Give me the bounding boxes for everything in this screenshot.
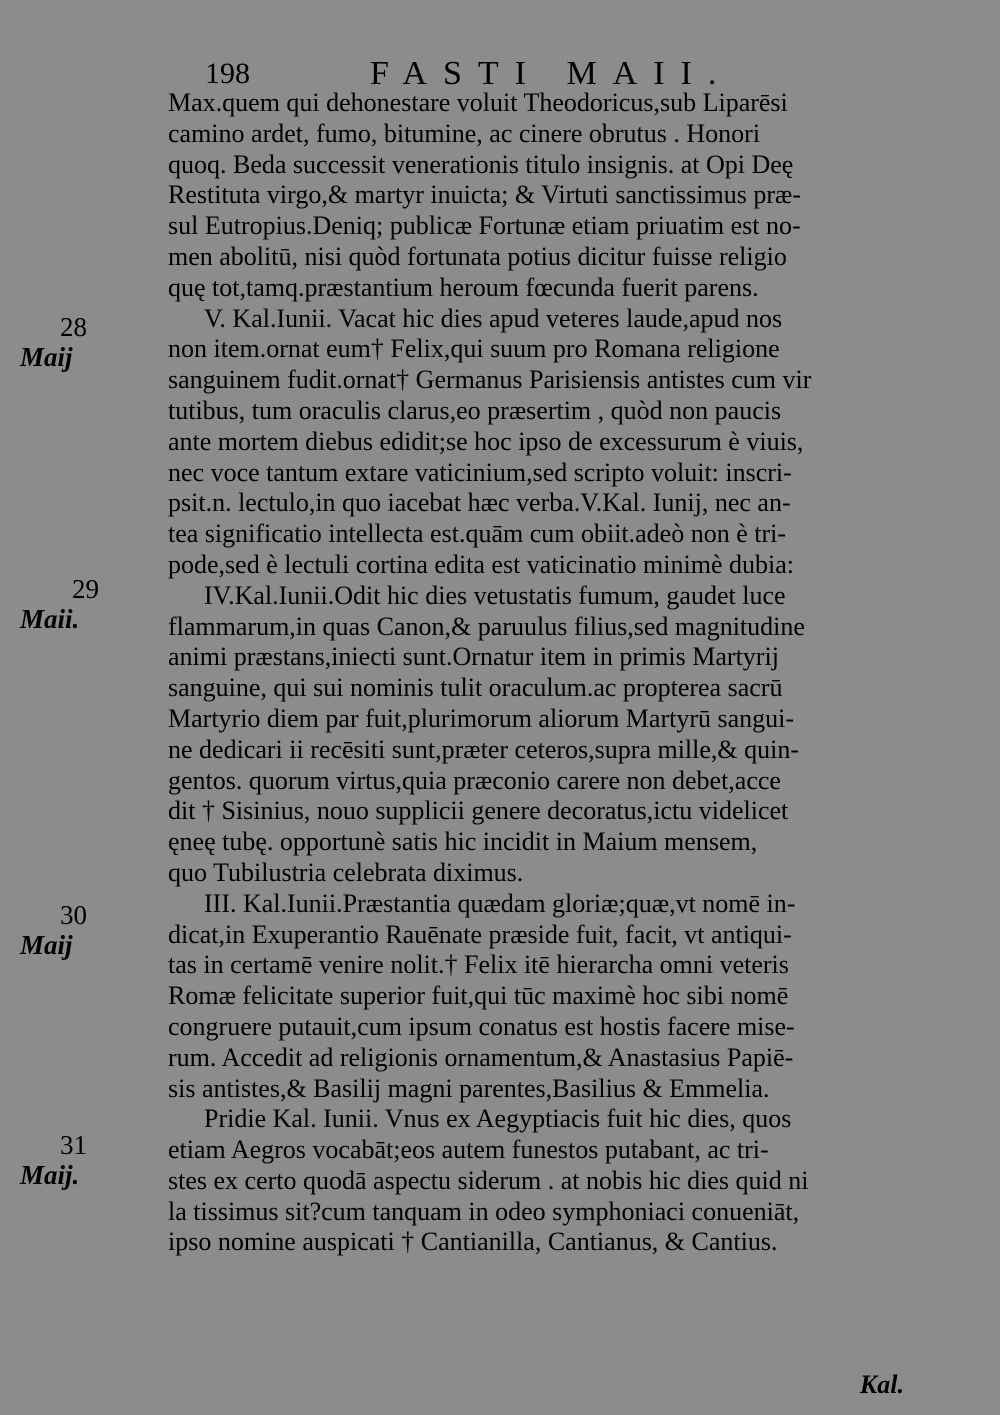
text-line: dit † Sisinius, nouo supplicii genere decoratus,ictu videlicet	[168, 796, 789, 826]
text-line: quo Tubilustria celebrata diximus.	[168, 857, 524, 887]
text-line: Martyrio diem par fuit,plurimorum aliorum Martyrū sangui-	[168, 703, 795, 733]
margin-note-day: 31	[60, 1130, 87, 1160]
margin-note-31	[20, 1130, 140, 1190]
text-line: Max.quem qui dehonestare voluit Theodoricus,sub Liparēsi	[168, 88, 788, 117]
text-line: III. Kal.Iunii.Præstantia quædam gloriæ;quæ,vt nomē in-	[204, 888, 796, 918]
text-line: quę tot,tamq.præstantium heroum fœcunda fuerit parens.	[168, 272, 759, 302]
text-line: tutibus, tum oraculis clarus,eo præsertim , quòd non paucis	[168, 395, 782, 425]
text-line: ne dedicari ii recēsiti sunt,præter ceteros,supra mille,& quin-	[168, 734, 800, 764]
text-line: ęneę tubę. opportunè satis hic incidit in Maium mensem,	[168, 827, 758, 857]
margin-note-month: Maij	[20, 930, 73, 960]
text-line: Restituta virgo,& martyr inuicta; & Virtuti sanctissimus præ-	[168, 180, 801, 210]
margin-note-day: 29	[72, 574, 99, 604]
text-line: non item.ornat eum† Felix,qui suum pro Romana religione	[168, 334, 780, 364]
text-line: IV.Kal.Iunii.Odit hic dies vetustatis fumum, gaudet luce	[204, 580, 786, 610]
body-text	[168, 88, 938, 1258]
margin-note-28	[20, 312, 140, 372]
margin-note-30	[20, 900, 140, 960]
text-line: sanguinem fudit.ornat† Germanus Parisiensis antistes cum vir	[168, 365, 812, 395]
text-line: pode,sed è lectuli cortina edita est vaticinatio minimè dubia:	[168, 549, 794, 579]
text-line: Romæ felicitate superior fuit,qui tūc maximè hoc sibi nomē	[168, 981, 789, 1011]
margin-note-month: Maii.	[20, 604, 80, 634]
text-line: nec voce tantum extare vaticinium,sed scripto voluit: inscri-	[168, 457, 792, 487]
margin-note-month: Maij.	[20, 1160, 80, 1190]
text-line: gentos. quorum virtus,quia præconio carere non debet,acce	[168, 765, 781, 795]
text-line: la tissimus sit?cum tanquam in odeo symphoniaci conueniāt,	[168, 1196, 800, 1226]
text-line: sis antistes,& Basilij magni parentes,Basilius & Emmelia.	[168, 1073, 770, 1103]
text-line: stes ex certo quodā aspectu siderum . at nobis hic dies quid ni	[168, 1165, 809, 1195]
text-line: etiam Aegros vocabāt;eos autem funestos putabant, ac tri-	[168, 1135, 769, 1165]
text-line: ipso nomine auspicati † Cantianilla, Cantianus, & Cantius.	[168, 1227, 778, 1257]
text-line: congruere putauit,cum ipsum conatus est hostis facere mise-	[168, 1011, 795, 1041]
catchword: Kal.	[859, 1370, 904, 1399]
text-line: camino ardet, fumo, bitumine, ac cinere obrutus . Honori	[168, 118, 761, 148]
text-line: flammarum,in quas Canon,& paruulus filius,sed magnitudine	[168, 611, 805, 641]
text-line: ante mortem diebus edidit;se hoc ipso de excessurum è viuis,	[168, 426, 804, 456]
text-line: dicat,in Exuperantio Rauēnate præside fuit, facit, vt antiqui-	[168, 919, 792, 949]
text-line: sanguine, qui sui nominis tulit oraculum.ac propterea sacrū	[168, 673, 783, 703]
margin-note-day: 28	[60, 312, 87, 342]
text-line: psit.n. lectulo,in quo iacebat hæc verba.V.Kal. Iunij, nec an-	[168, 488, 791, 518]
text-line: V. Kal.Iunii. Vacat hic dies apud veteres laude,apud nos	[204, 303, 783, 333]
text-line: men abolitū, nisi quòd fortunata potius dicitur fuisse religio	[168, 241, 787, 271]
running-title: FASTI MAII.	[370, 55, 733, 92]
page-number: 198	[205, 57, 250, 90]
text-line: animi præstans,iniecti sunt.Ornatur item in primis Martyrij	[168, 642, 779, 672]
text-line: tea significatio intellecta est.quām cum obiit.adeò non è tri-	[168, 519, 787, 549]
text-line: tas in certamē venire nolit.† Felix itē hierarcha omni veteris	[168, 950, 789, 980]
text-line: sul Eutropius.Deniq; publicæ Fortunæ etiam priuatim est no-	[168, 211, 801, 241]
margin-note-month: Maij	[20, 342, 73, 372]
text-line: Pridie Kal. Iunii. Vnus ex Aegyptiacis fuit hic dies, quos	[204, 1104, 792, 1134]
margin-note-day: 30	[60, 900, 87, 930]
text-line: quoq. Beda successit venerationis titulo insignis. at Opi Deę	[168, 149, 794, 179]
margin-note-29	[20, 574, 140, 634]
text-line: rum. Accedit ad religionis ornamentum,& Anastasius Papiē-	[168, 1042, 794, 1072]
